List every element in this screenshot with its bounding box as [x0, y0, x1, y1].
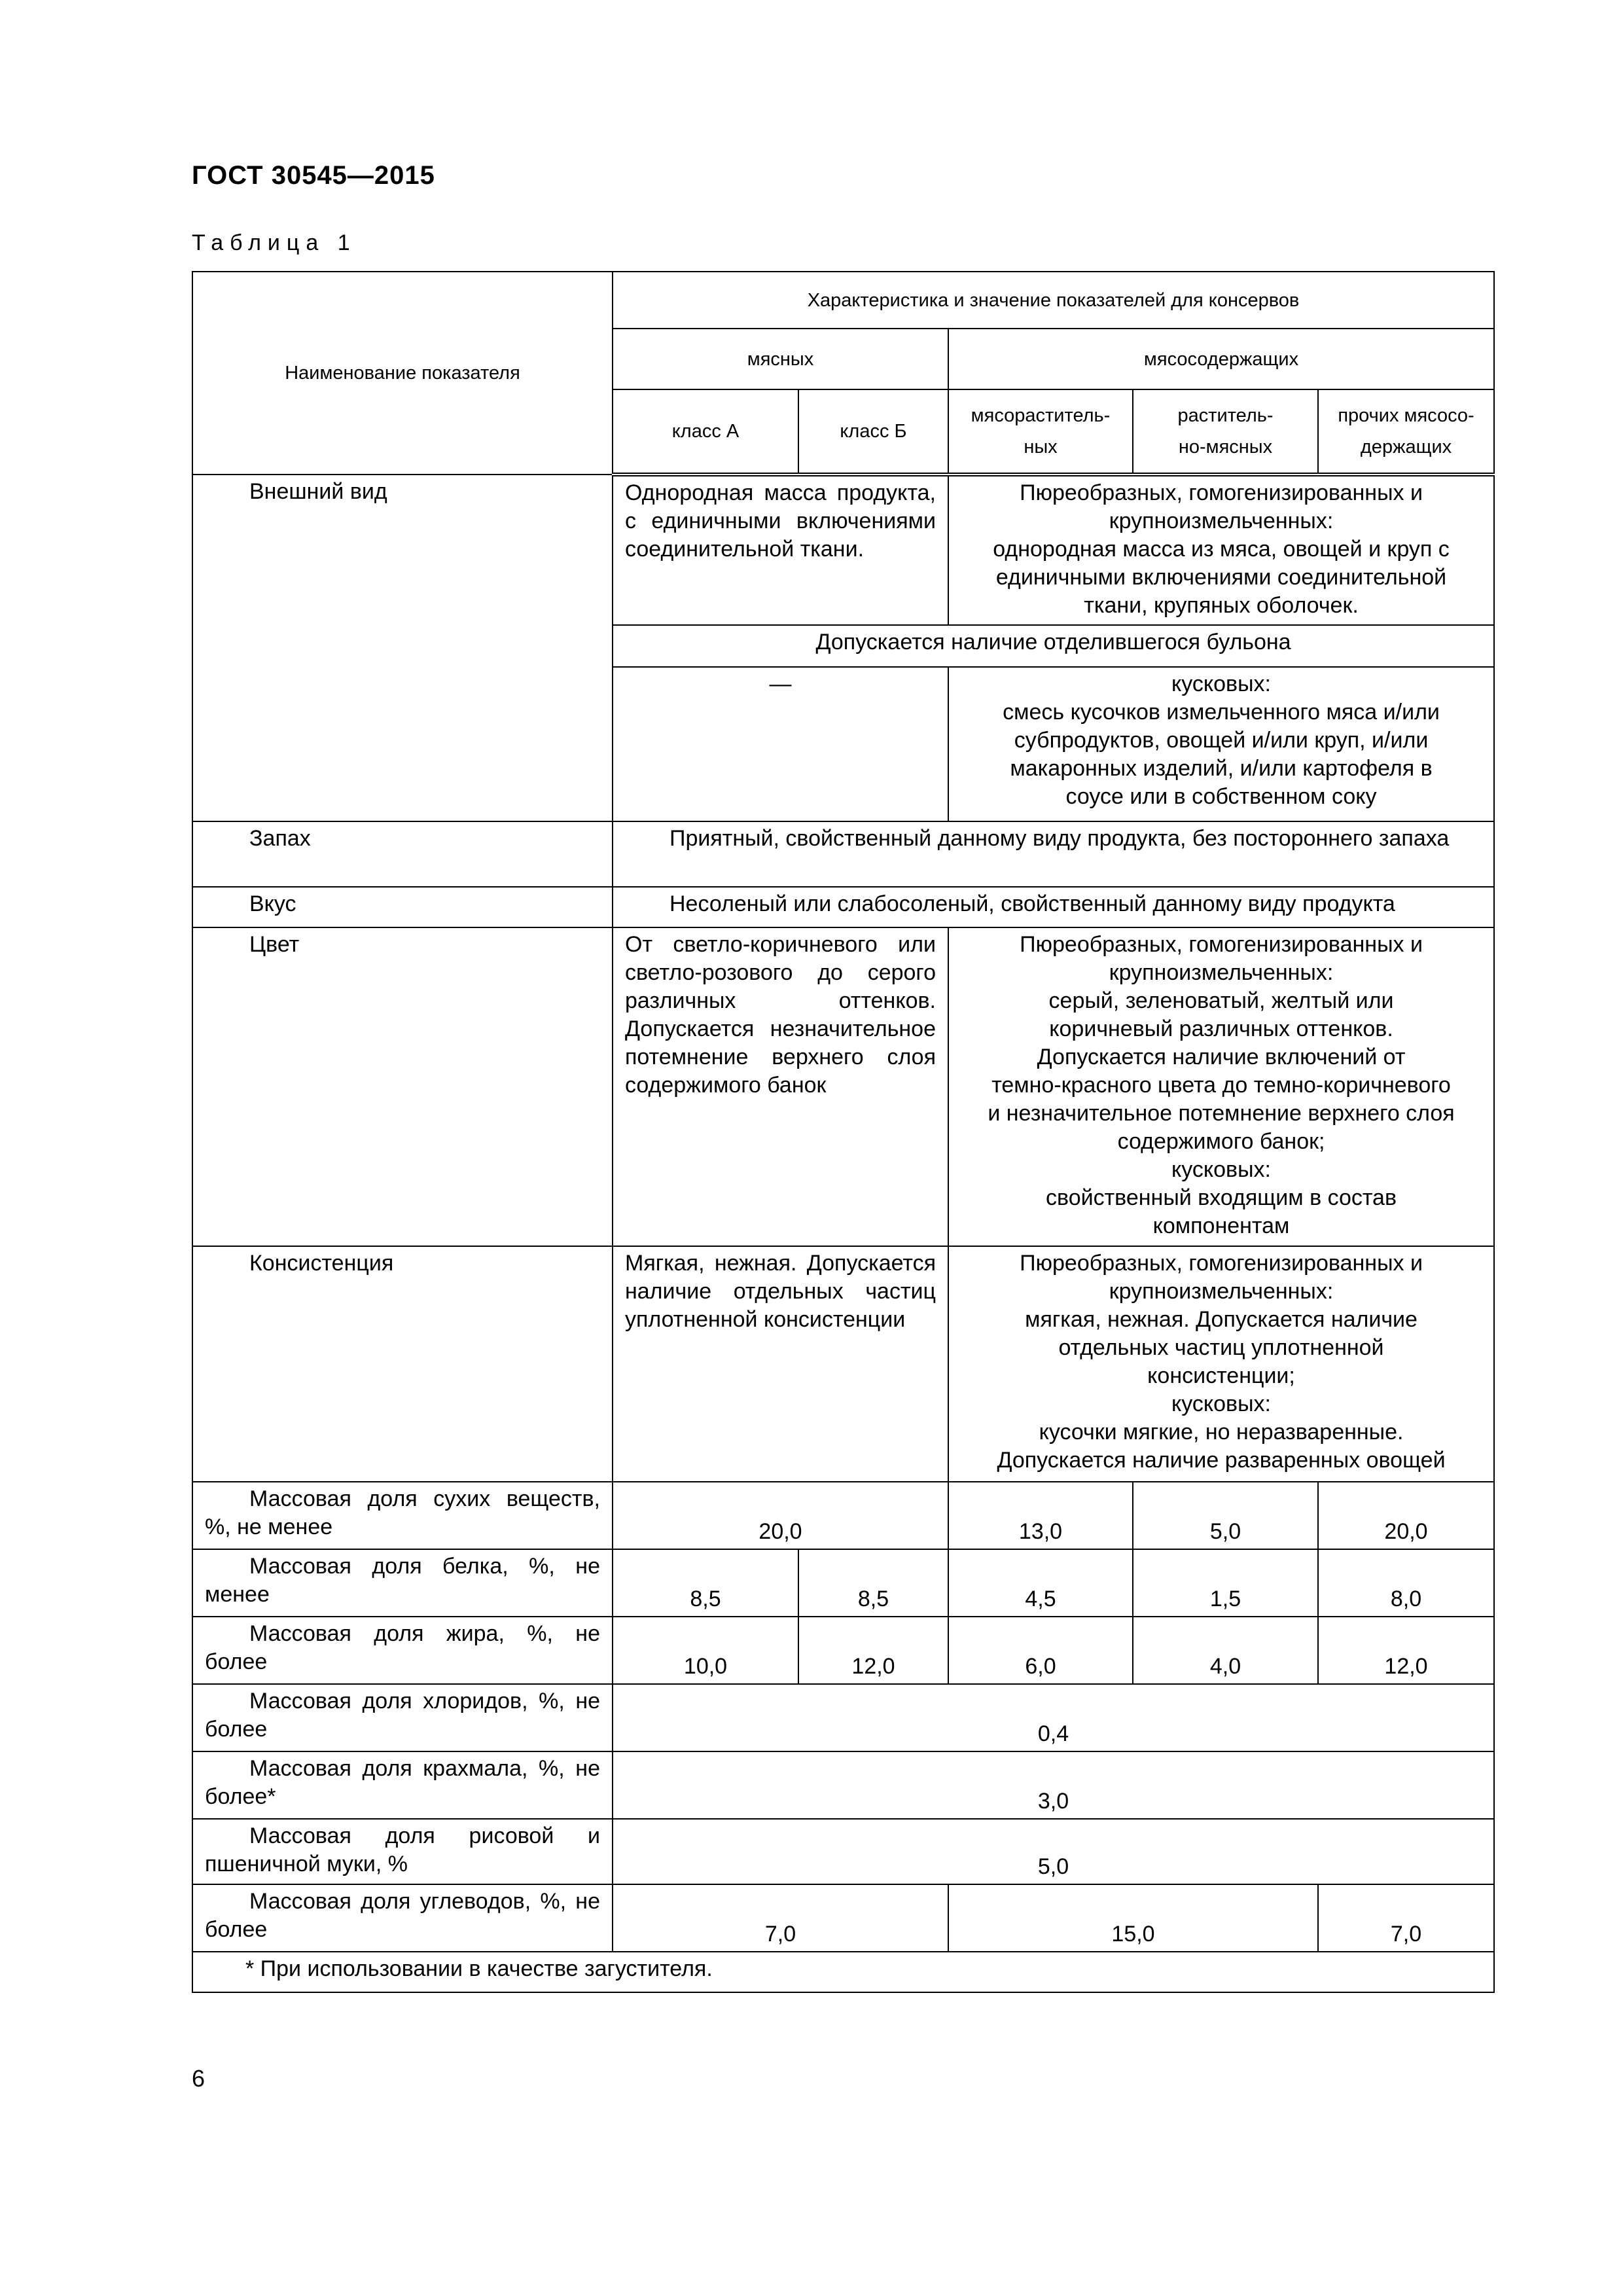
- text-line: серый, зеленоватый, желтый или: [1048, 988, 1394, 1013]
- protein-class-a: 8,5: [613, 1549, 798, 1617]
- text-line: единичными включениями соединительной: [995, 565, 1447, 590]
- text-line: отдельных частиц уплотненной: [1058, 1335, 1384, 1360]
- text-line: крупноизмельченных:: [1109, 509, 1334, 533]
- text-line: кусковых:: [1171, 1391, 1272, 1416]
- col-header-name: Наименование показателя: [192, 272, 613, 475]
- group-header: Характеристика и значение показателей для консервов: [613, 272, 1494, 329]
- appearance-meat-pieces: —: [613, 667, 948, 821]
- subheader-meat-containing: мясосодержащих: [948, 329, 1494, 389]
- row-name-starch: Массовая доля крахмала, %, не более*: [192, 1751, 613, 1819]
- carbohydrates-other: 7,0: [1318, 1884, 1494, 1952]
- color-meat-containing: [948, 927, 1494, 1246]
- text-line: Пюреобразных, гомогенизированных и: [1020, 1251, 1423, 1276]
- col-header-meat-vegetable-line1: мясораститель-: [971, 405, 1111, 426]
- table-footnote: * При использовании в качестве загустителя.: [192, 1952, 1494, 1992]
- col-header-vegetable-meat-line2: но-мясных: [1178, 437, 1273, 457]
- fat-meat-vegetable: 6,0: [948, 1617, 1133, 1684]
- color-meat: От светло-коричневого или светло-розового до серого различных оттенков. Допускается незначительное потемнение верхнего слоя содержимого банок: [613, 927, 948, 1246]
- table-caption: Таблица 1: [192, 230, 357, 255]
- dry-matter-other: 20,0: [1318, 1482, 1494, 1549]
- fat-vegetable-meat: 4,0: [1133, 1617, 1318, 1684]
- text-line: Пюреобразных, гомогенизированных и: [1020, 932, 1423, 957]
- text-line: Допускается наличие разваренных овощей: [997, 1448, 1446, 1473]
- col-header-other-line2: держащих: [1360, 437, 1452, 457]
- consistency-meat-containing: [948, 1246, 1494, 1482]
- text-line: коричневый различных оттенков.: [1049, 1016, 1393, 1041]
- carbohydrates-meat: 7,0: [613, 1884, 948, 1952]
- fat-class-a: 10,0: [613, 1617, 798, 1684]
- text-line: содержимого банок;: [1117, 1129, 1325, 1154]
- row-name-consistency: Консистенция: [192, 1246, 613, 1482]
- text-line: соусе или в собственном соку: [1065, 784, 1377, 809]
- col-header-meat-vegetable: [948, 389, 1133, 475]
- col-header-class-b: класс Б: [798, 389, 948, 475]
- protein-class-b: 8,5: [798, 1549, 948, 1617]
- text-line: свойственный входящим в состав: [1046, 1185, 1397, 1210]
- col-header-meat-vegetable-line2: ных: [1024, 437, 1058, 457]
- text-line: консистенции;: [1147, 1363, 1295, 1388]
- smell-value: Приятный, свойственный данному виду продукта, без постороннего запаха: [613, 821, 1494, 887]
- text-line: Допускается наличие включений от: [1037, 1045, 1406, 1069]
- text-line: кусковых:: [1171, 1157, 1272, 1182]
- text-line: крупноизмельченных:: [1109, 1279, 1334, 1304]
- text-line: мягкая, нежная. Допускается наличие: [1025, 1307, 1418, 1332]
- text-line: темно-красного цвета до темно-коричневого: [991, 1073, 1451, 1098]
- dry-matter-meat-vegetable: 13,0: [948, 1482, 1133, 1549]
- row-name-taste: Вкус: [192, 887, 613, 927]
- page-number: 6: [192, 2065, 205, 2092]
- text-line: ткани, крупяных оболочек.: [1084, 593, 1359, 618]
- text-line: Пюреобразных, гомогенизированных и: [1020, 480, 1423, 505]
- appearance-meat-containing: [948, 475, 1494, 625]
- text-line: и незначительное потемнение верхнего слоя: [988, 1101, 1455, 1126]
- row-name-carbohydrates: Массовая доля углеводов, %, не более: [192, 1884, 613, 1952]
- row-name-flour: Массовая доля рисовой и пшеничной муки, %: [192, 1819, 613, 1884]
- protein-meat-vegetable: 4,5: [948, 1549, 1133, 1617]
- text-line: крупноизмельченных:: [1109, 960, 1334, 985]
- text-line: смесь кусочков измельченного мяса и/или: [1003, 700, 1440, 725]
- appearance-meat: Однородная масса продукта, с единичными включениями соединительной ткани.: [613, 475, 948, 625]
- document-code: ГОСТ 30545—2015: [192, 161, 435, 190]
- consistency-meat: Мягкая, нежная. Допускается наличие отдельных частиц уплотненной консистенции: [613, 1246, 948, 1482]
- starch-value: 3,0: [613, 1751, 1494, 1819]
- indicators-table: [192, 271, 1495, 1993]
- text-line: субпродуктов, овощей и/или круп, и/или: [1014, 728, 1429, 753]
- col-header-vegetable-meat-line1: раститель-: [1177, 405, 1274, 426]
- fat-other: 12,0: [1318, 1617, 1494, 1684]
- text-line: компонентам: [1152, 1213, 1290, 1238]
- col-header-vegetable-meat: [1133, 389, 1318, 475]
- row-name-chlorides: Массовая доля хлоридов, %, не более: [192, 1684, 613, 1751]
- appearance-meat-containing-pieces: [948, 667, 1494, 821]
- row-name-fat: Массовая доля жира, %, не более: [192, 1617, 613, 1684]
- flour-value: 5,0: [613, 1819, 1494, 1884]
- row-name-appearance: Внешний вид: [192, 475, 613, 821]
- dry-matter-vegetable-meat: 5,0: [1133, 1482, 1318, 1549]
- row-name-color: Цвет: [192, 927, 613, 1246]
- row-name-dry-matter: Массовая доля сухих веществ, %, не менее: [192, 1482, 613, 1549]
- appearance-broth-note: Допускается наличие отделившегося бульона: [613, 625, 1494, 667]
- text-line: кусковых:: [1171, 672, 1272, 696]
- text-line: макаронных изделий, и/или картофеля в: [1010, 756, 1433, 781]
- col-header-other: [1318, 389, 1494, 475]
- subheader-meat: мясных: [613, 329, 948, 389]
- carbohydrates-meat-vegetable-vegetable-meat: 15,0: [948, 1884, 1318, 1952]
- protein-vegetable-meat: 1,5: [1133, 1549, 1318, 1617]
- row-name-smell: Запах: [192, 821, 613, 887]
- chlorides-value: 0,4: [613, 1684, 1494, 1751]
- text-line: кусочки мягкие, но неразваренные.: [1039, 1420, 1404, 1444]
- col-header-class-a: класс А: [613, 389, 798, 475]
- text-line: однородная масса из мяса, овощей и круп с: [993, 537, 1450, 562]
- fat-class-b: 12,0: [798, 1617, 948, 1684]
- row-name-protein: Массовая доля белка, %, не менее: [192, 1549, 613, 1617]
- protein-other: 8,0: [1318, 1549, 1494, 1617]
- col-header-other-line1: прочих мясосо-: [1338, 405, 1474, 426]
- taste-value: Несоленый или слабосоленый, свойственный данному виду продукта: [613, 887, 1494, 927]
- dry-matter-meat: 20,0: [613, 1482, 948, 1549]
